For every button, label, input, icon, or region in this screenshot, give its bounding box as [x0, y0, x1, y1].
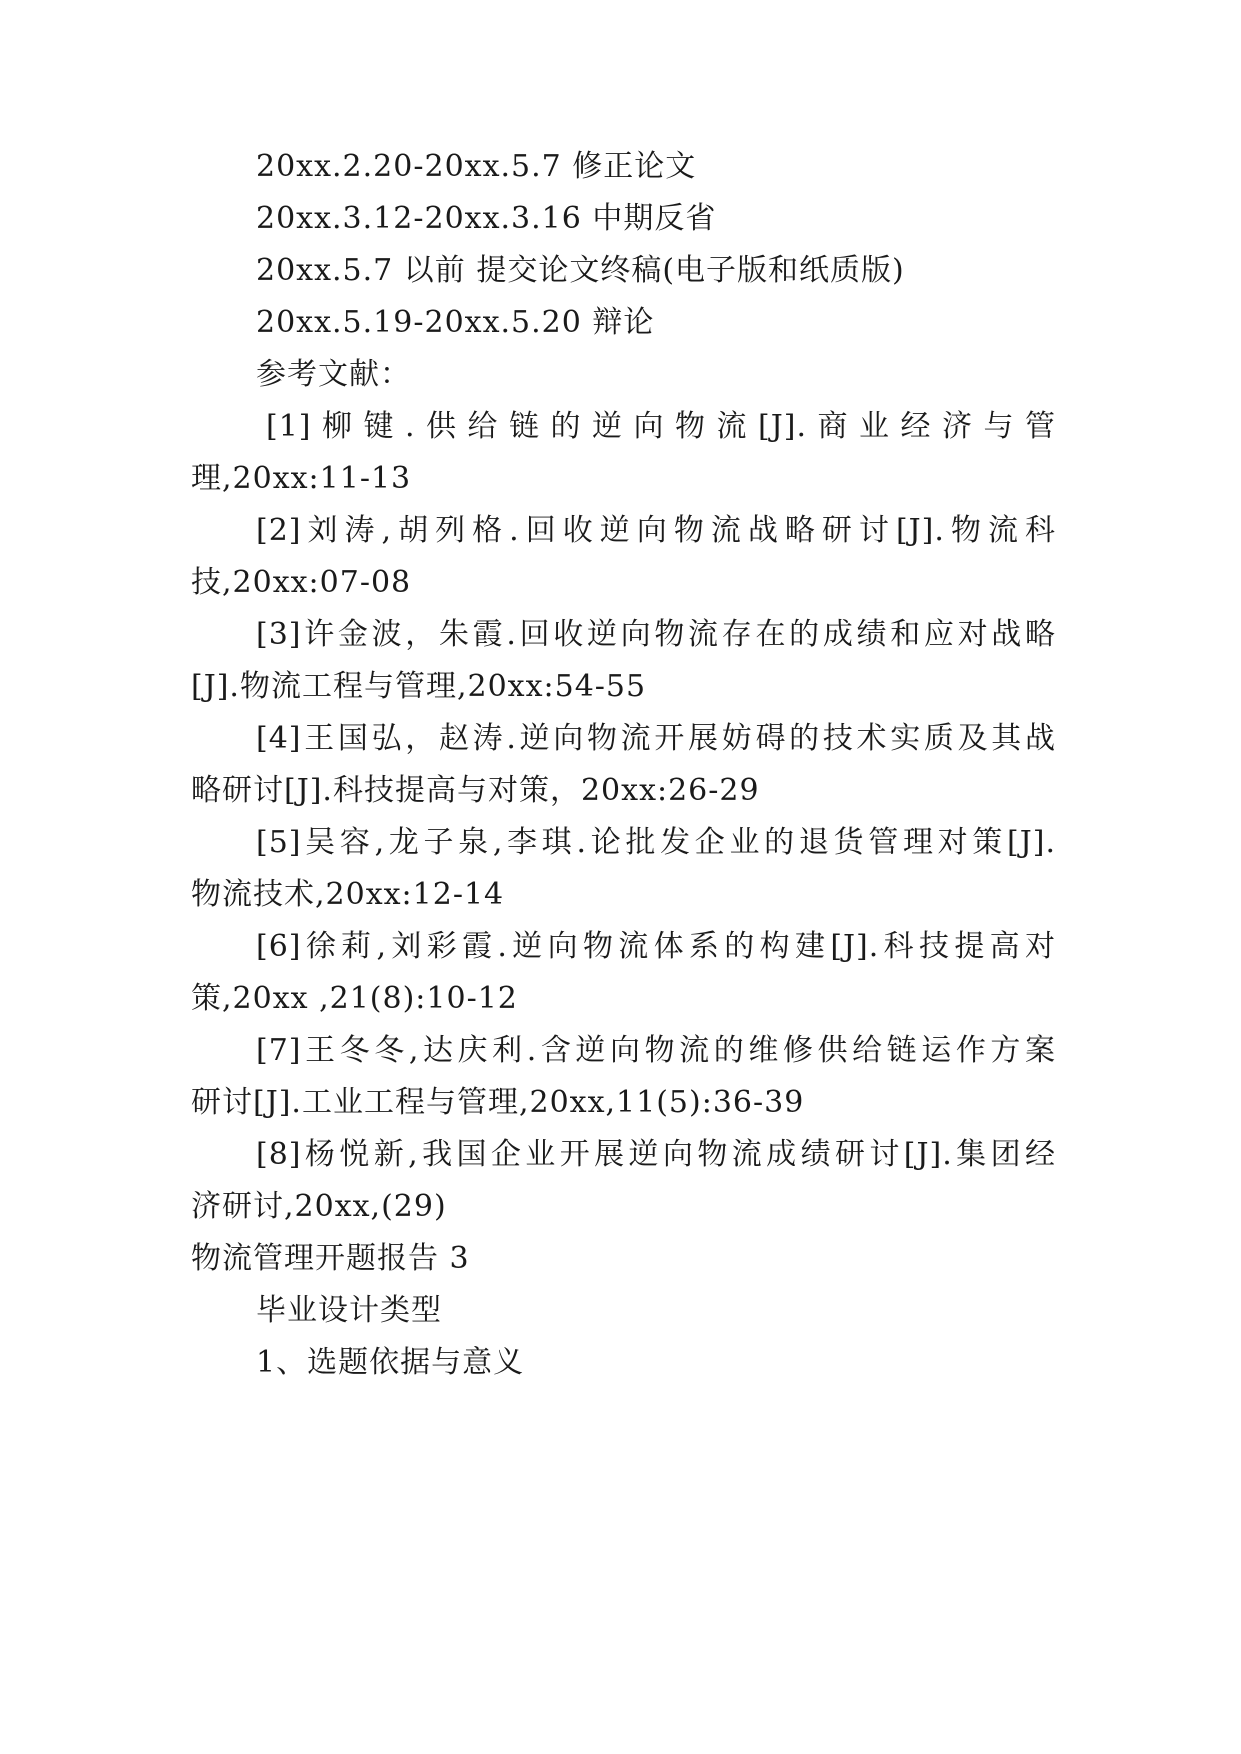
- reference-6-line-2: 策,20xx ,21(8):10-12: [191, 981, 518, 1016]
- reference-7-line-1: [7]王冬冬,达庆利.含逆向物流的维修供给链运作方案: [256, 1033, 1056, 1068]
- reference-5-line-1: [5]吴容,龙子泉,李琪.论批发企业的退货管理对策[J].: [256, 825, 1056, 860]
- schedule-line-3: 20xx.5.7 以前 提交论文终稿(电子版和纸质版): [256, 253, 905, 288]
- reference-2-line-1: [2]刘涛,胡列格.回收逆向物流战略研讨[J].物流科: [256, 513, 1056, 548]
- reference-1-line-2: 理,20xx:11-13: [191, 461, 412, 496]
- schedule-line-2: 20xx.3.12-20xx.3.16 中期反省: [256, 201, 717, 236]
- reference-4-line-2: 略研讨[J].科技提高与对策，20xx:26-29: [191, 773, 760, 808]
- reference-4-line-1: [4]王国弘，赵涛.逆向物流开展妨碍的技术实质及其战: [256, 721, 1056, 756]
- reference-6-line-1: [6]徐莉,刘彩霞.逆向物流体系的构建[J].科技提高对: [256, 929, 1056, 964]
- reference-5-line-2: 物流技术,20xx:12-14: [191, 877, 505, 912]
- schedule-line-4: 20xx.5.19-20xx.5.20 辩论: [256, 305, 655, 340]
- reference-2-line-2: 技,20xx:07-08: [191, 565, 412, 600]
- item-1-heading: 1、选题依据与意义: [256, 1345, 525, 1380]
- references-heading: 参考文献：: [256, 357, 411, 392]
- reference-8-line-2: 济研讨,20xx,(29): [191, 1189, 447, 1224]
- section-title: 物流管理开题报告 3: [191, 1241, 470, 1276]
- reference-7-line-2: 研讨[J].工业工程与管理,20xx,11(5):36-39: [191, 1085, 805, 1120]
- reference-3-line-2: [J].物流工程与管理,20xx:54-55: [191, 669, 647, 704]
- reference-1-line-1: [1]柳键.供给链的逆向物流[J].商业经济与管: [266, 409, 1056, 444]
- reference-8-line-1: [8]杨悦新,我国企业开展逆向物流成绩研讨[J].集团经: [256, 1137, 1056, 1172]
- schedule-line-1: 20xx.2.20-20xx.5.7 修正论文: [256, 149, 697, 184]
- design-type-label: 毕业设计类型: [256, 1293, 442, 1328]
- reference-3-line-1: [3]许金波，朱霞.回收逆向物流存在的成绩和应对战略: [256, 617, 1056, 652]
